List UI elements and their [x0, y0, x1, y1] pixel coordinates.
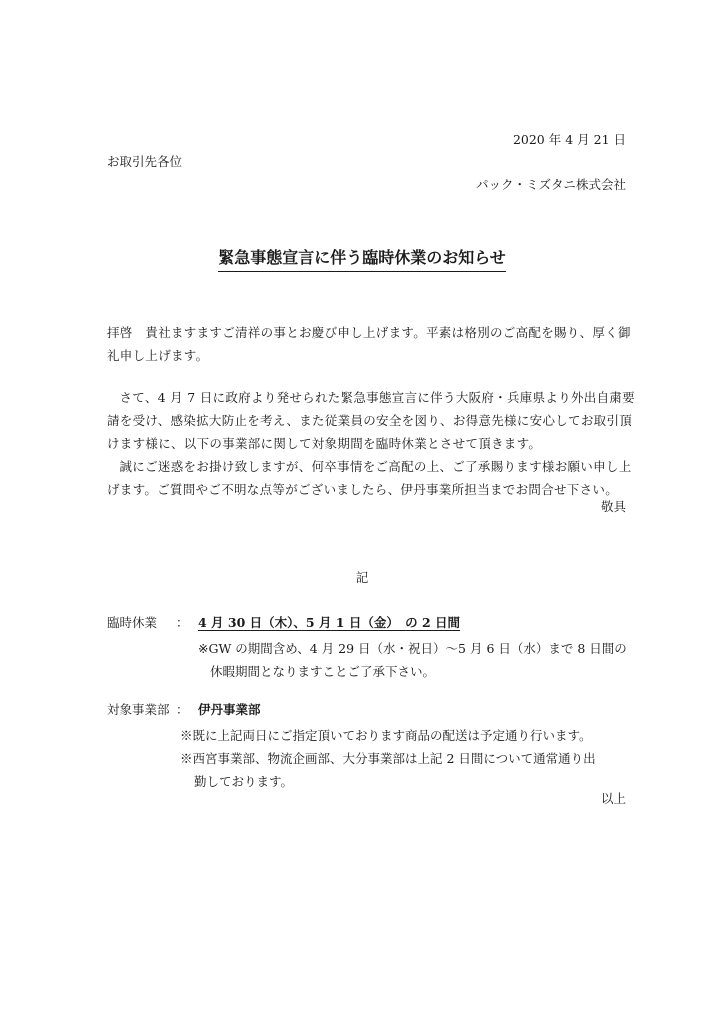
closure-colon: ：: [176, 615, 189, 630]
greeting-line: 礼申し上げます。: [107, 348, 209, 363]
division-name: 伊丹事業部: [198, 702, 261, 717]
ki-heading: 記: [355, 570, 369, 585]
closing-keigu: 敬具: [600, 499, 626, 514]
body-line: 誠にご迷惑をお掛け致しますが、何卒事情をご高配の上、ご了承賜ります様お願い申し上: [119, 459, 632, 474]
closure-note-cont: 休暇期間となりますことご了承下さい。: [210, 664, 436, 679]
body-line: げます。ご質問やご不明な点等がございましたら、伊丹事業所担当までお問合せ下さい。: [107, 482, 619, 497]
body-line: けます様に、以下の事業部に関して対象期間を臨時休業とさせて頂きます。: [107, 436, 542, 451]
division-note-2-cont: 勤しております。: [194, 774, 294, 789]
closure-label: 臨時休業: [107, 615, 158, 630]
addressee: お取引先各位: [107, 154, 183, 169]
greeting-paragraph: [107, 321, 631, 367]
greeting-line: 拝啓 貴社ますますご清祥の事とお慶び申し上げます。平素は格別のご高配を賜り、厚く御: [107, 325, 631, 340]
closure-period: [198, 613, 460, 631]
sender-company: パック・ミズタニ株式会社: [475, 177, 626, 192]
document-title-text: 緊急事態宣言に伴う臨時休業のお知らせ: [218, 245, 506, 272]
document-title: [0, 245, 724, 272]
closure-note: ※GW の期間含め、4 月 29 日（水・祝日）～5 月 6 日（水）まで 8 日間の: [198, 641, 627, 656]
division-label: 対象事業部: [107, 702, 170, 717]
document-date: 2020 年 4 月 21 日: [512, 132, 626, 147]
body-line: さて、4 月 7 日に政府より発せられた緊急事態宣言に伴う大阪府・兵庫県より外出自粛要: [119, 390, 635, 405]
division-note-1: ※既に上記両日にご指定頂いております商品の配送は予定通り行います。: [180, 728, 592, 743]
ending-ijo: 以上: [600, 791, 626, 806]
closure-period-text: 4 月 30 日（木）、5 月 1 日（金） の 2 日間: [198, 615, 461, 630]
main-paragraph: [107, 386, 635, 501]
body-line: 請を受け、感染拡大防止を考え、また従業員の安全を図り、お得意先様に安心してお取引頂: [107, 413, 633, 428]
division-note-2: ※西宮事業部、物流企画部、大分事業部は上記 2 日間について通常通り出: [180, 751, 596, 766]
division-colon: ：: [176, 702, 189, 717]
